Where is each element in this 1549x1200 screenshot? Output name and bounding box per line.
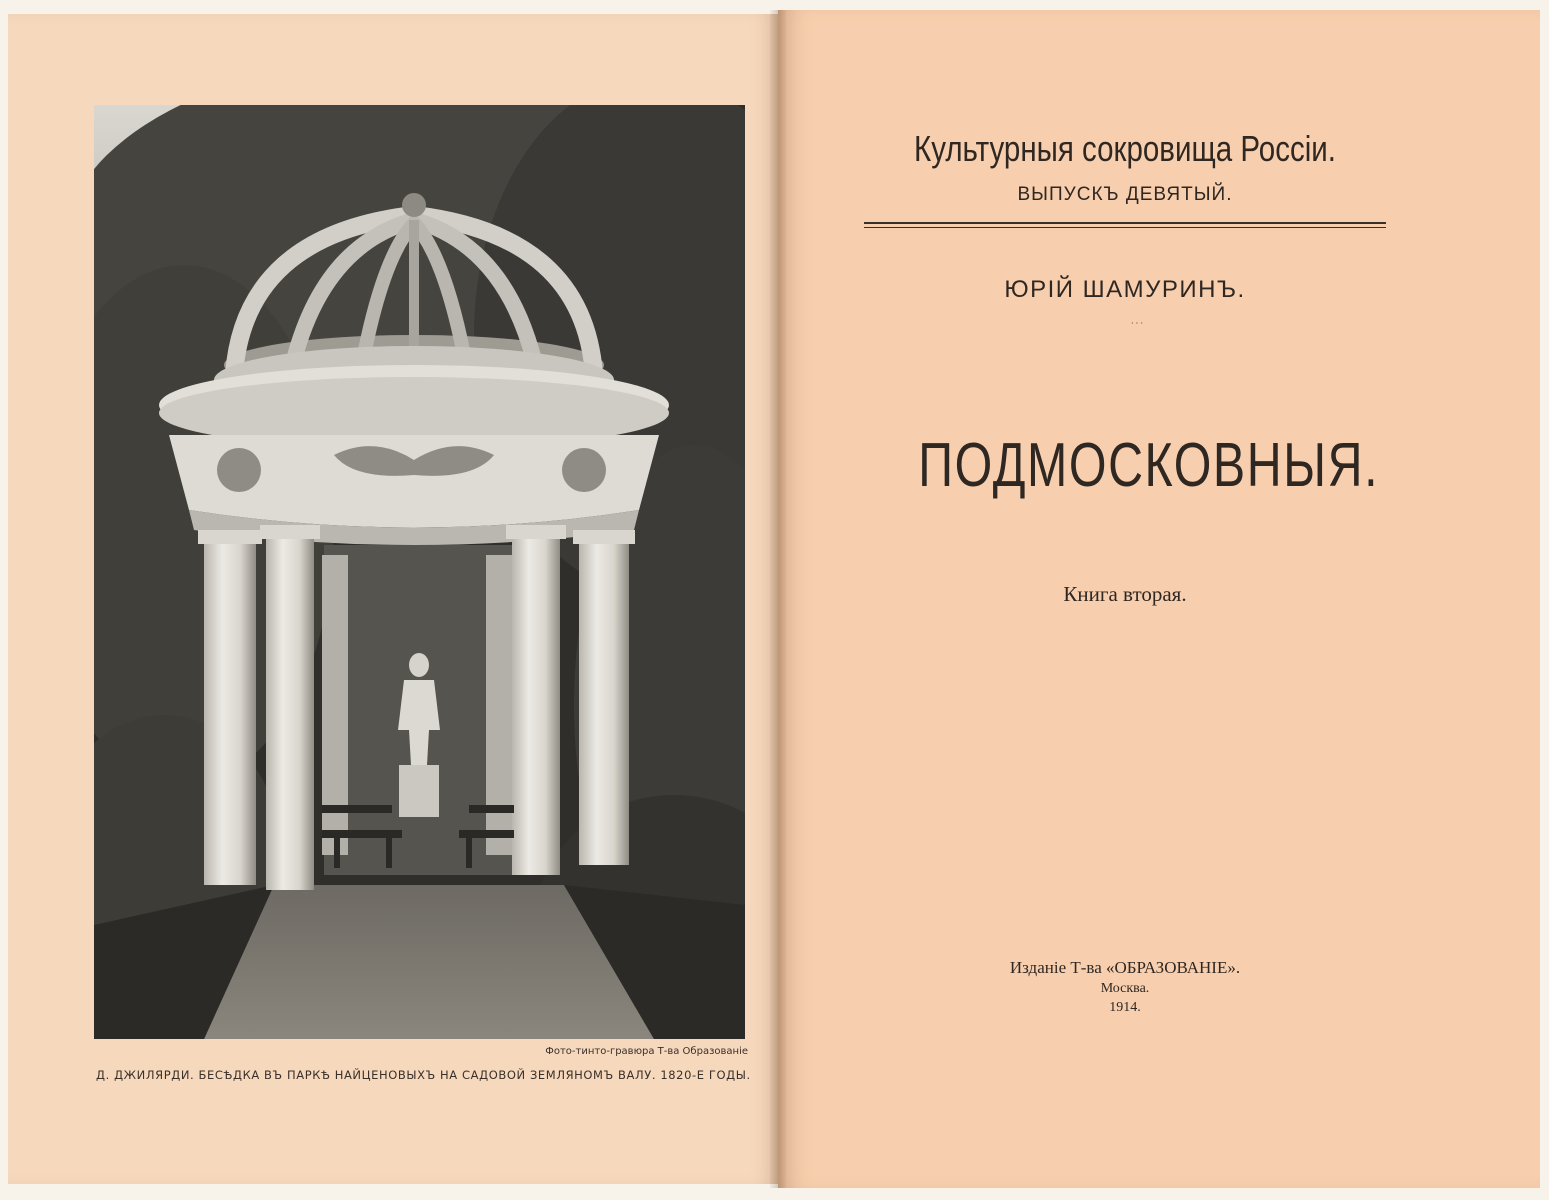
ornament-dots: ⸱ ⸱ ⸱	[1131, 318, 1143, 328]
book-gutter	[770, 10, 786, 1188]
author-name: ЮРIЙ ШАМУРИНЪ.	[1004, 276, 1246, 303]
series-title: Культурныя сокровища Россiи.	[914, 128, 1336, 169]
publisher-line: Изданiе Т-ва «ОБРАЗОВАНIЕ».	[1009, 958, 1241, 977]
issue-number: ВЫПУСКЪ ДЕВЯТЫЙ.	[1017, 184, 1233, 205]
rotunda-photograph	[94, 105, 745, 1039]
publication-city: Москва.	[1100, 981, 1150, 996]
plate-credit: Фото-тинто-гравюра Т-ва Образованiе	[545, 1046, 748, 1057]
double-rule-bottom	[864, 227, 1386, 228]
volume-label: Книга вторая.	[1063, 582, 1187, 606]
plate-caption: Д. ДЖИЛЯРДИ. БЕСѢДКА ВЪ ПАРКѢ НАЙЦЕНОВЫХЪ НА САДОВОЙ ЗЕМЛЯНОМЪ ВАЛУ. 1820-Е ГОДЫ.	[96, 1068, 751, 1082]
book-title: ПОДМОСКОВНЫЯ.	[918, 431, 1380, 500]
double-rule-top	[864, 222, 1386, 224]
publication-year: 1914.	[1109, 1000, 1141, 1015]
